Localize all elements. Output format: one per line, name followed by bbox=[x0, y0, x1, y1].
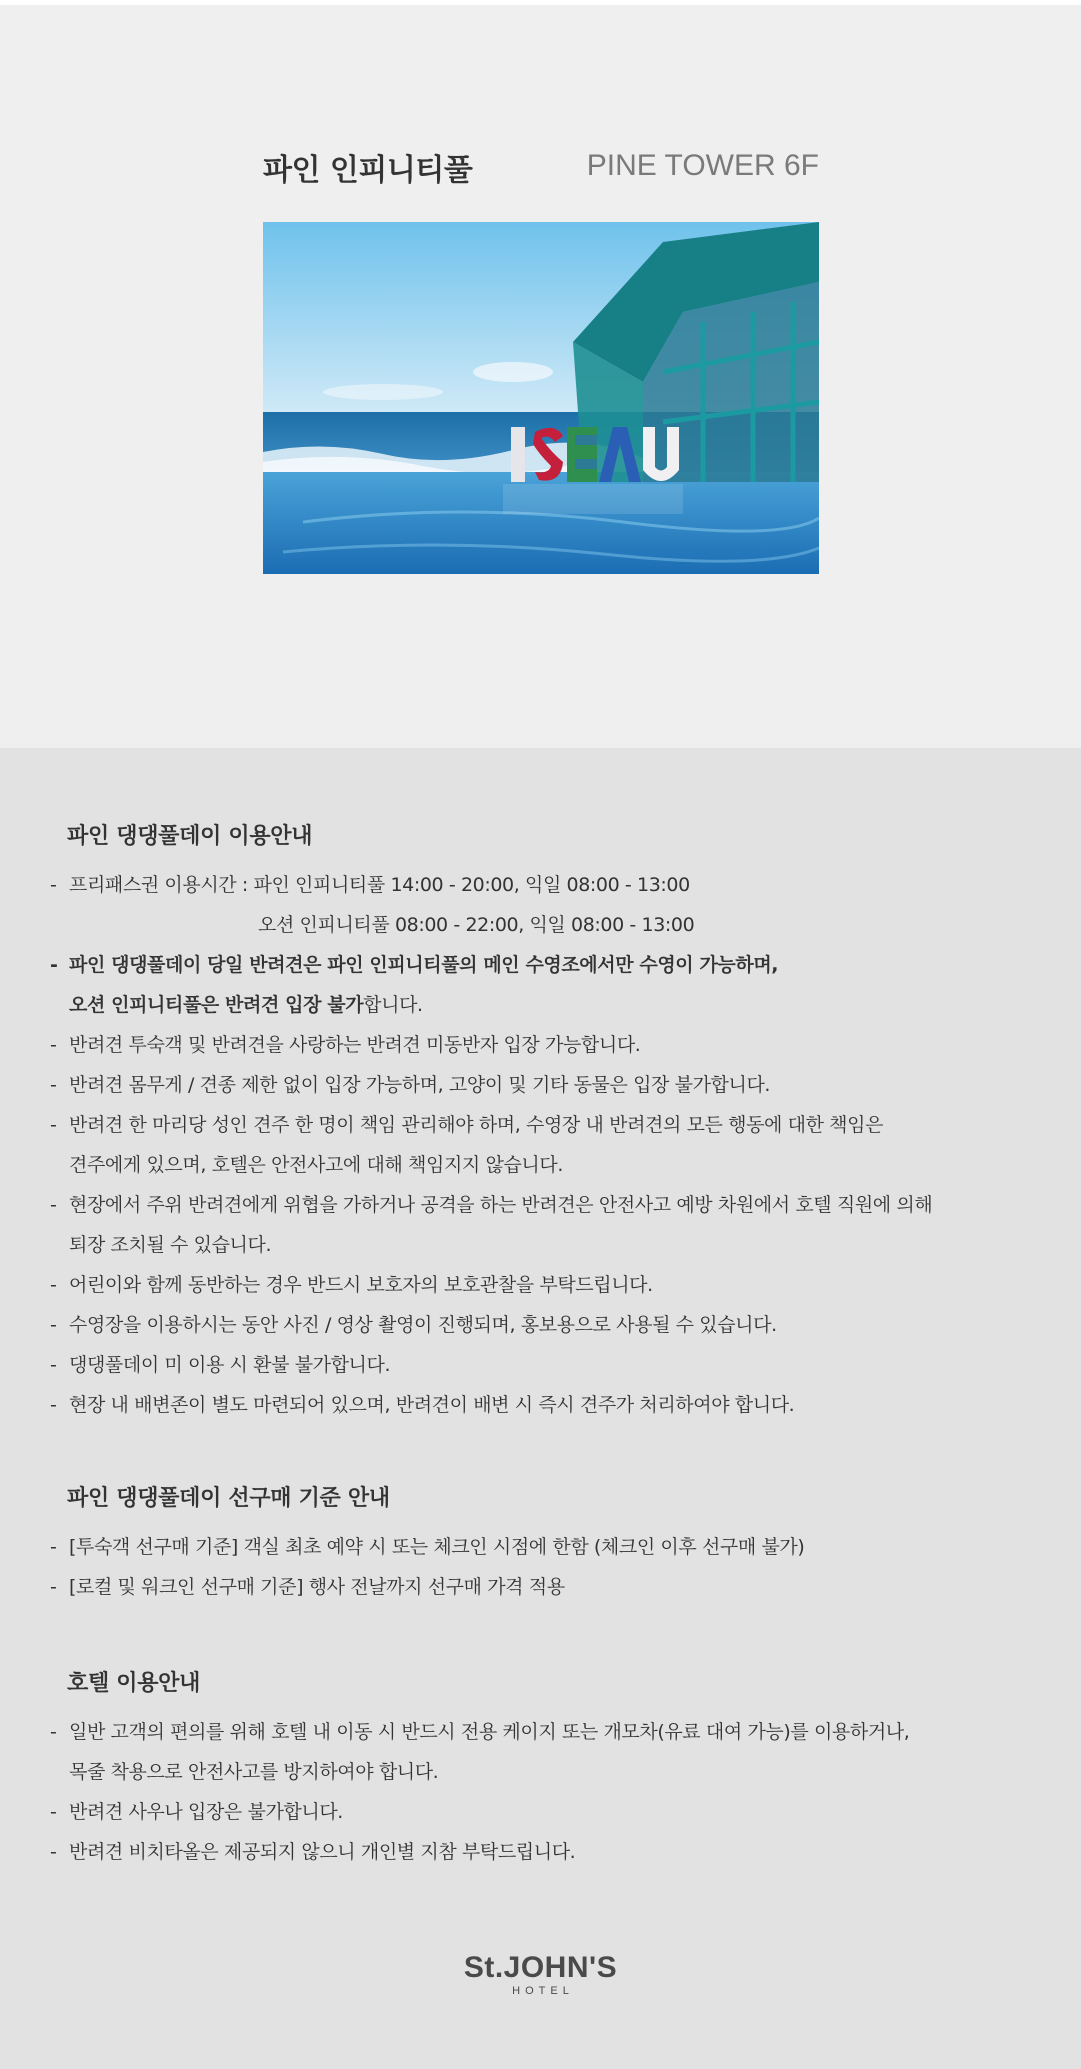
list-item: - 반려견 투숙객 및 반려견을 사랑하는 반려견 미동반자 입장 가능합니다. bbox=[50, 1025, 1050, 1065]
list-item: - 프리패스권 이용시간 : 파인 인피니티풀 14:00 - 20:00, 익일 08:00 - 13:00 오션 인피니티풀 08:00 - 22:00, 익일 08:00 - 13:00 bbox=[50, 865, 1050, 945]
pool-photo bbox=[263, 222, 819, 574]
list-item: - [투숙객 선구매 기준] 객실 최초 예약 시 또는 체크인 시점에 한함 (체크인 이후 선구매 불가) bbox=[50, 1527, 1050, 1567]
section-title-hotel: 호텔 이용안내 bbox=[67, 1671, 201, 1696]
list-item: - 반려견 비치타올은 제공되지 않으니 개인별 지참 부탁드립니다. bbox=[50, 1832, 1050, 1872]
pool-day-guide-list bbox=[50, 865, 1050, 1425]
list-item: - 반려견 한 마리당 성인 견주 한 명이 책임 관리해야 하며, 수영장 내 반려견의 모든 행동에 대한 책임은 견주에게 있으며, 호텔은 안전사고에 대해 책임지지 않습니다. bbox=[50, 1105, 1050, 1185]
hotel-guide-list bbox=[50, 1712, 1050, 1872]
list-item: - 반려견 사우나 입장은 불가합니다. bbox=[50, 1792, 1050, 1832]
section-title-presale: 파인 댕댕풀데이 선구매 기준 안내 bbox=[67, 1486, 390, 1511]
list-item: - 어린이와 함께 동반하는 경우 반드시 보호자의 보호관찰을 부탁드립니다. bbox=[50, 1265, 1050, 1305]
hero-section bbox=[0, 5, 1081, 748]
logo-wordmark: St.JOHN'S bbox=[463, 1951, 618, 1984]
list-item: - 반려견 몸무게 / 견종 제한 없이 입장 가능하며, 고양이 및 기타 동물은 입장 불가합니다. bbox=[50, 1065, 1050, 1105]
list-item: - 댕댕풀데이 미 이용 시 환불 불가합니다. bbox=[50, 1345, 1050, 1385]
presale-guide-list bbox=[50, 1527, 1050, 1607]
cloud bbox=[323, 384, 443, 400]
list-item: - 수영장을 이용하시는 동안 사진 / 영상 촬영이 진행되며, 홍보용으로 사용될 수 있습니다. bbox=[50, 1305, 1050, 1345]
list-item: - [로컬 및 워크인 선구매 기준] 행사 전날까지 선구매 가격 적용 bbox=[50, 1567, 1050, 1607]
cloud bbox=[473, 362, 553, 382]
location-subtitle: PINE TOWER 6F bbox=[586, 149, 819, 182]
list-item: - 일반 고객의 편의를 위해 호텔 내 이동 시 반드시 전용 케이지 또는 개모차(유료 대여 가능)를 이용하거나, 목줄 착용으로 안전사고를 방지하여야 합니다. bbox=[50, 1712, 1050, 1792]
list-item: - 파인 댕댕풀데이 당일 반려견은 파인 인피니티풀의 메인 수영조에서만 수영이 가능하며, 오션 인피니티풀은 반려견 입장 불가합니다. bbox=[50, 945, 1050, 1025]
section-title-pool-day: 파인 댕댕풀데이 이용안내 bbox=[67, 824, 313, 849]
list-item: - 현장에서 주위 반려견에게 위협을 가하거나 공격을 하는 반려견은 안전사고 예방 차원에서 호텔 직원에 의해 퇴장 조치될 수 있습니다. bbox=[50, 1185, 1050, 1265]
logo-subtext: HOTEL bbox=[512, 1985, 574, 1997]
list-item: - 현장 내 배변존이 별도 마련되어 있으며, 반려견이 배변 시 즉시 견주가 처리하여야 합니다. bbox=[50, 1385, 1050, 1425]
page-title: 파인 인피니티풀 bbox=[263, 153, 473, 188]
hotel-logo bbox=[0, 1951, 1081, 1997]
sign-reflection bbox=[503, 484, 683, 514]
hero-header bbox=[263, 145, 819, 191]
